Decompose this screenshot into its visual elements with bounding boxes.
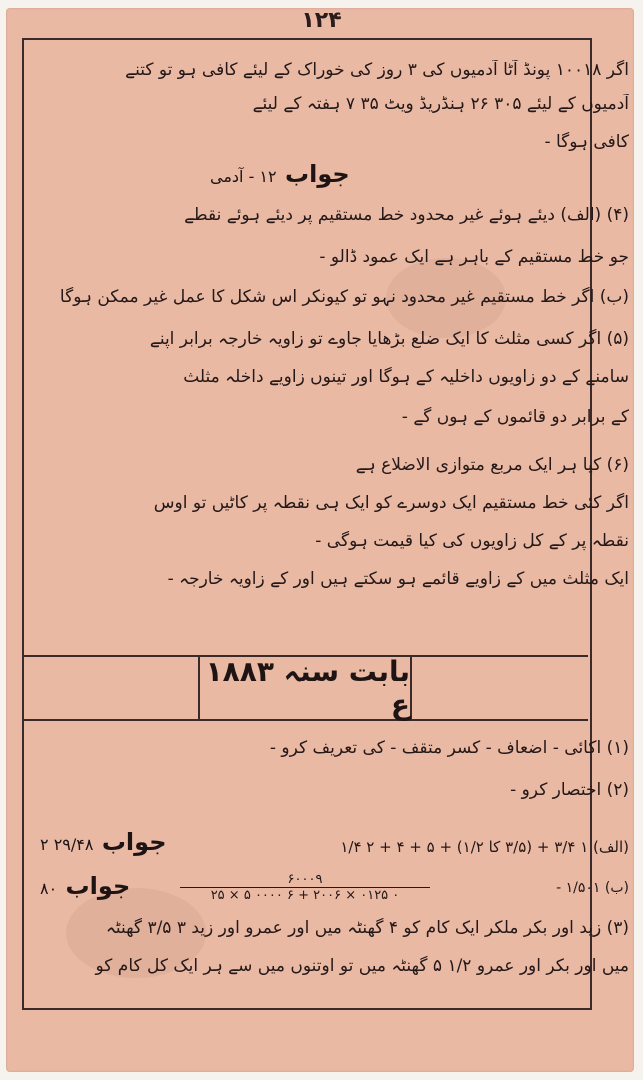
text-line: (۵) اگر کسی مثلث کا ایک ضلع بڑھایا جاوے تو زاویہ خارجہ برابر اپنے (149, 329, 629, 349)
part-b-prefix (440, 880, 629, 898)
text-line: کے برابر دو قائموں کے ہوں گے - (401, 407, 629, 427)
answer-1 (210, 160, 350, 188)
text-line: (۲) اختصار کرو - (510, 780, 629, 800)
question-intro (14, 60, 629, 160)
text-line: (۳) زید اور بکر ملکر ایک کام کو ۴ گھنٹہ میں اور عمرو اور زید ۳ ۳/۵ گھنٹہ (105, 918, 629, 938)
text-line: اگر ۱۰۰۱۸ پونڈ آٹا آدمیوں کی ۳ روز کی خوراک کے لیئے کافی ہو تو کتنے (125, 60, 629, 80)
text-line: نقطہ پر کے کل زاویوں کی کیا قیمت ہوگی - (315, 531, 629, 551)
answer-label: جواب (101, 828, 167, 856)
text-line: میں اور بکر اور عمرو ۱/۲ ۵ گھنٹہ میں تو اوتنوں میں سے ہر ایک کل کام کو (95, 956, 629, 976)
text-line: (۴) (الف) دیئے ہوئے غیر محدود خط مستقیم پر دیئے ہوئے نقطے (184, 205, 629, 225)
text-line: ایک مثلث میں کے زاویے قائمے ہو سکتے ہیں اور کے زاویہ خارجہ - (167, 569, 629, 589)
math-expression: (الف) ۱ ۳/۴ + (۳/۵ کا ۱/۲) + ۵ + ۴ + ۲ ۱/۴ (340, 838, 629, 856)
text-line: آدمیوں کے لیئے ۳۰۵ ۲۶ ہنڈریڈ ویٹ ۳۵ ۷ ہفتہ کے لیئے (252, 94, 629, 114)
question-3 (14, 918, 629, 984)
answer-part-b (40, 872, 130, 900)
year-heading: بابت سنہ ۱۸۸۳ ع (198, 657, 412, 719)
math-expression: (ب) ۱/۵۰۱ - (556, 880, 629, 896)
answer-value: ۸۰ (40, 879, 58, 898)
answer-value: ۲۹/۴۸ ۲ (40, 835, 94, 854)
fraction-numerator: ۶۰۰۰۹ (287, 872, 323, 887)
text-line: (۱) اکائی - اضعاف - کسر متقف - کی تعریف کرو - (269, 738, 629, 758)
text-line: اگر کئی خط مستقیم ایک دوسرے کو ایک ہی نقطہ پر کاٹیں تو اوس (153, 493, 629, 513)
text-line: (ب) اگر خط مستقیم غیر محدود نہو تو کیونکر اس شکل کا عمل غیر ممکن ہوگا (59, 287, 629, 307)
answer-part-a (40, 828, 167, 856)
text-line: (۶) کیا ہر ایک مربع متوازی الاضلاع ہے (355, 455, 629, 475)
text-line: کافی ہوگا - (544, 132, 629, 152)
page-number: ۱۲۴ (301, 8, 342, 33)
text-line: سامنے کے دو زاویوں داخلیہ کے ہوگا اور تینوں زاویے داخلہ مثلث (183, 367, 629, 387)
answer-label: جواب (284, 160, 350, 188)
questions-4-6 (14, 205, 629, 599)
part-a-expression (180, 838, 629, 857)
questions-1-2 (14, 738, 629, 808)
answer-label: جواب (65, 872, 131, 900)
year-heading-box (22, 655, 588, 721)
answer-value: ۱۲ - آدمی (210, 167, 277, 186)
part-b-fraction (180, 872, 430, 903)
fraction-denominator: ۲۵ × ۵ ۰۰۰۰ ۶ + ۲۰۰۶ × ۰۱۲۵ ۰ (210, 888, 400, 903)
text-line: جو خط مستقیم کے باہر ہے ایک عمود ڈالو - (319, 247, 629, 267)
